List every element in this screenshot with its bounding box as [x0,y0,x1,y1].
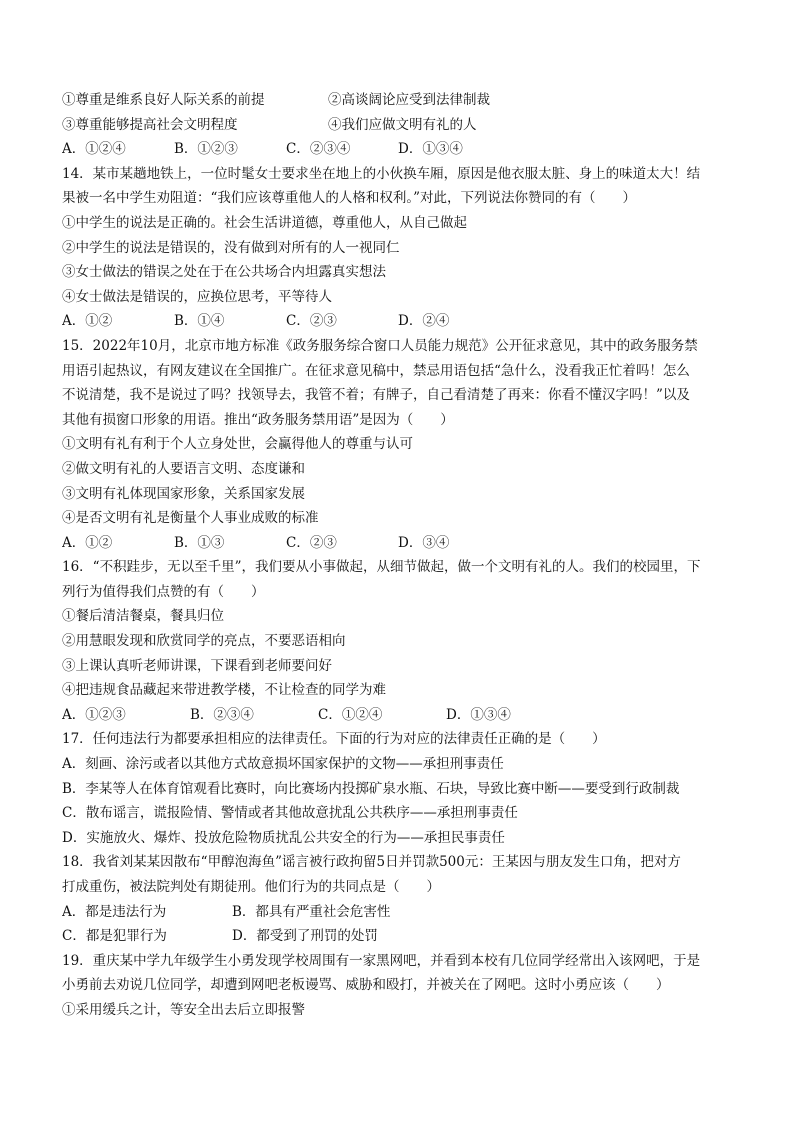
q16-item-2: ②用慧眼发现和欣赏同学的亮点，不要恶语相向 [62,633,346,650]
q13-item-1: ①尊重是维系良好人际关系的前提 [62,92,265,108]
q15-stem-line1: 15．2022年10月，北京市地方标准《政务服务综合窗口人员能力规范》公开征求意见，其中的政务服务禁 [62,337,698,354]
q18-options-row2 [62,924,734,949]
q16-stem-line2: 列行为值得我们点赞的有（ ） [62,583,265,600]
q18-option-d: D．都受到了刑罚的处罚 [232,928,378,945]
q18-options-row1 [62,900,734,925]
q13-option-c: C．②③④ [286,141,351,158]
q19-stem-line2: 小勇前去劝说几位同学，却遭到网吧老板谩骂、威胁和殴打，并被关在了网吧。这时小勇应该（ ） [62,977,670,994]
q14-option-d: D．②④ [398,313,450,330]
q15-item-4: ④是否文明有礼是衡量个人事业成败的标准 [62,510,319,527]
q13-item-4: ④我们应做文明有礼的人 [328,116,477,133]
q15-item-1: ①文明有礼有利于个人立身处世，会赢得他人的尊重与认可 [62,436,413,453]
q15-option-c: C．②③ [286,534,337,551]
q16-option-b: B．②③④ [190,706,254,723]
q17-stem-line1: 17．任何违法行为都要承担相应的法律责任。下面的行为对应的法律责任正确的是（ ） [62,731,606,748]
q14-item-1: ①中学生的说法是正确的。社会生活讲道德，尊重他人，从自己做起 [62,214,467,231]
q15-stem-line4: 其他有损窗口形象的用语。推出“政务服务禁用语”是因为（ ） [62,411,454,428]
q16-options [62,703,734,728]
q14-option-a: A．①② [62,313,113,330]
q13-item-2: ②高谈阔论应受到法律制裁 [328,92,490,108]
q18-option-b: B．都具有严重社会危害性 [232,903,391,920]
q13-items-row1 [62,88,734,113]
q13-option-a: A．①②④ [62,141,126,158]
q14-stem-line2: 果被一名中学生劝阻道：“我们应该尊重他人的人格和权利。”对此，下列说法你赞同的有（ ） [62,190,637,207]
q15-option-a: A．①② [62,534,113,551]
q15-item-2: ②做文明有礼的人要语言文明、态度谦和 [62,460,305,477]
q14-item-4: ④女士做法是错误的，应换位思考，平等待人 [62,288,332,305]
q17-option-a: A．刻画、涂污或者以其他方式故意损坏国家保护的文物——承担刑事责任 [62,756,504,773]
q18-option-c: C．都是犯罪行为 [62,928,167,945]
q13-option-b: B．①②③ [174,141,238,158]
q16-stem-line1: 16．“不积跬步，无以至千里”，我们要从小事做起，从细节做起，做一个文明有礼的人。我们的校园里，下 [62,559,701,576]
q14-item-2: ②中学生的说法是错误的，没有做到对所有的人一视同仁 [62,239,400,256]
q15-option-d: D．③④ [398,534,450,551]
q16-item-4: ④把违规食品藏起来带进教学楼，不让检查的同学为难 [62,682,386,699]
q15-item-3: ③文明有礼体现国家形象，关系国家发展 [62,485,305,502]
q17-option-d: D．实施放火、爆炸、投放危险物质扰乱公共安全的行为——承担民事责任 [62,829,505,846]
q16-option-c: C．①②④ [318,706,383,723]
q17-option-b: B．李某等人在体育馆观看比赛时，向比赛场内投掷矿泉水瓶、石块，导致比赛中断——要受到行政制裁 [62,780,680,797]
q16-item-3: ③上课认真听老师讲课，下课看到老师要问好 [62,657,332,674]
q16-option-d: D．①③④ [446,706,511,723]
q14-stem-line1: 14．某市某趟地铁上，一位时髦女士要求坐在地上的小伙换车厢，原因是他衣服太脏、身上的味道太大！结 [62,165,701,182]
q14-item-3: ③女士做法的错误之处在于在公共场合内坦露真实想法 [62,264,386,281]
q16-item-1: ①餐后清洁餐桌，餐具归位 [62,608,224,625]
q15-stem-line2: 用语引起热议，有网友建议在全国推广。在征求意见稿中，禁忌用语包括“急什么，没看我正忙着吗！怎么 [62,362,690,379]
q19-stem-line1: 19．重庆某中学九年级学生小勇发现学校周围有一家黑网吧，并看到本校有几位同学经常出入该网吧，于是 [62,952,701,969]
q18-stem-line1: 18．我省刘某某因散布“甲醇泡海鱼”谣言被行政拘留5日并罚款500元：王某因与朋友发生口角，把对方 [62,854,681,871]
q14-options [62,309,734,334]
q18-option-a: A．都是违法行为 [62,903,167,920]
q14-option-c: C．②③ [286,313,337,330]
q13-options [62,137,734,162]
q13-option-d: D．①③④ [398,141,463,158]
q15-options [62,531,734,556]
q18-stem-line2: 打成重伤，被法院判处有期徒刑。他们行为的共同点是（ ） [62,879,440,895]
q15-stem-line3: 不说清楚，我不是说过了吗？找领导去，我管不着；有牌子，自己看清楚了再来：你看不懂汉字吗！”以及 [62,387,690,404]
exam-page [62,88,734,1023]
q15-option-b: B．①③ [174,534,225,551]
q16-option-a: A．①②③ [62,706,126,723]
q19-item-1: ①采用缓兵之计，等安全出去后立即报警 [62,1001,305,1018]
q13-items-row2 [62,113,734,138]
q14-option-b: B．①④ [174,313,225,330]
q17-option-c: C．散布谣言，谎报险情、警情或者其他故意扰乱公共秩序——承担刑事责任 [62,805,518,822]
q13-item-3: ③尊重能够提高社会文明程度 [62,116,238,133]
